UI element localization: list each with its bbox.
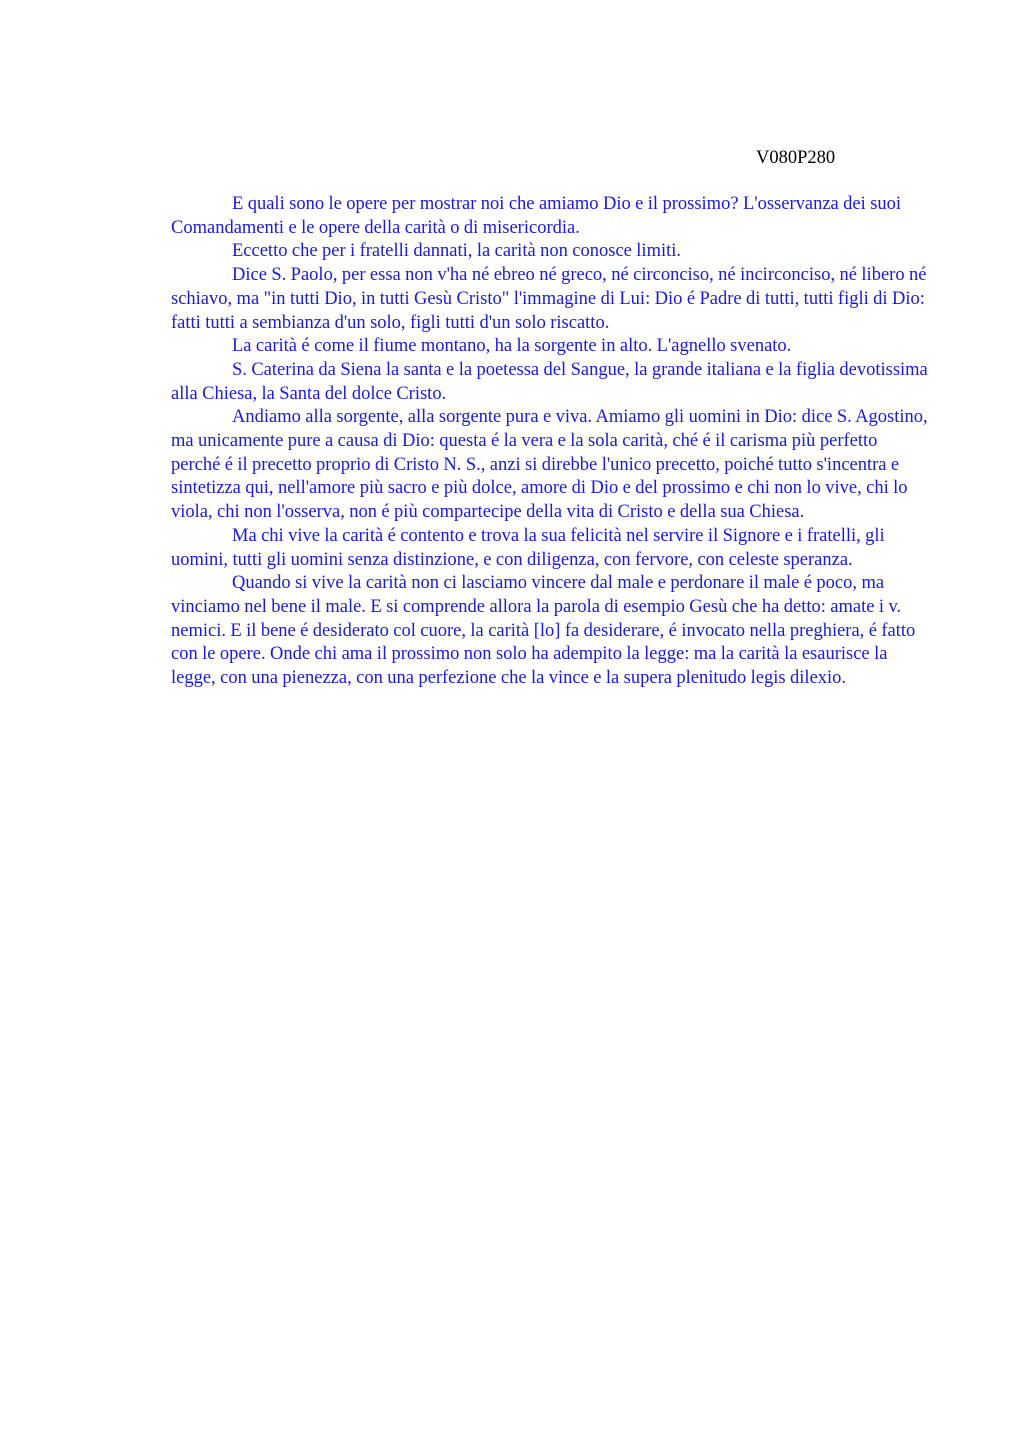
body-text [171,193,931,691]
paragraph-4: La carità é come il fiume montano, ha la sorgente in alto. L'agnello svenato. [232,336,792,357]
paragraph-1: E quali sono le opere per mostrar noi che amiamo Dio e il prossimo? L'osservanza dei suoi Comandamenti e le opere della carità o di misericordia. [171,194,902,238]
paragraph-5: S. Caterina da Siena la santa e la poetessa del Sangue, la grande italiana e la figlia devotissima alla Chiesa, la Santa del dolce Cristo. [171,359,928,404]
paragraph-2: Eccetto che per i fratelli dannati, la carità non conosce limiti. [232,241,682,262]
paragraph-3: Dice S. Paolo, per essa non v'ha né ebreo né greco, né circonciso, né incirconciso, né libero né schiavo, ma "in tutti Dio, in tutti Gesù Cristo" l'immagine di Lui: Dio é Padre di tutti, tutti figli di Dio: fatti tutti a sembianza d'un solo, figli tutti d'un solo riscatto. [171,265,927,333]
page-code: V080P280 [756,148,836,168]
paragraph-8: Quando si vive la carità non ci lasciamo vincere dal male e perdonare il male é poco, ma vinciamo nel bene il male. E si comprende allora la parola di esempio Gesù che ha detto: amate i v. nemici. E il bene é desiderato col cuore, la carità [lo] fa desiderare, é invocato nella preghiera, é fatto con le opere. Onde chi ama il prossimo non solo ha adempito la legge: ma la carità la esaurisce la legge, con una pienezza, con una perfezione che la vince e la supera plenitudo legis dilexio. [171,573,916,689]
paragraph-6: Andiamo alla sorgente, alla sorgente pura e viva. Amiamo gli uomini in Dio: dice S. Agostino, ma unicamente pure a causa di Dio: questa é la vera e la sola carità, ché é il carisma più perfetto perché é il precetto proprio di Cristo N. S., anzi si direbbe l'unico precetto, poiché tutto s'incentra e sintetizza qui, nell'amore più sacro e più dolce, amore di Dio e del prossimo e chi non lo vive, chi lo viola, chi non l'osserva, non é più compartecipe della vita di Cristo e della sua Chiesa. [171,407,928,523]
paragraph-7: Ma chi vive la carità é contento e trova la sua felicità nel servire il Signore e i fratelli, gli uomini, tutti gli uomini senza distinzione, e con diligenza, con fervore, con celeste speranza. [171,525,885,570]
